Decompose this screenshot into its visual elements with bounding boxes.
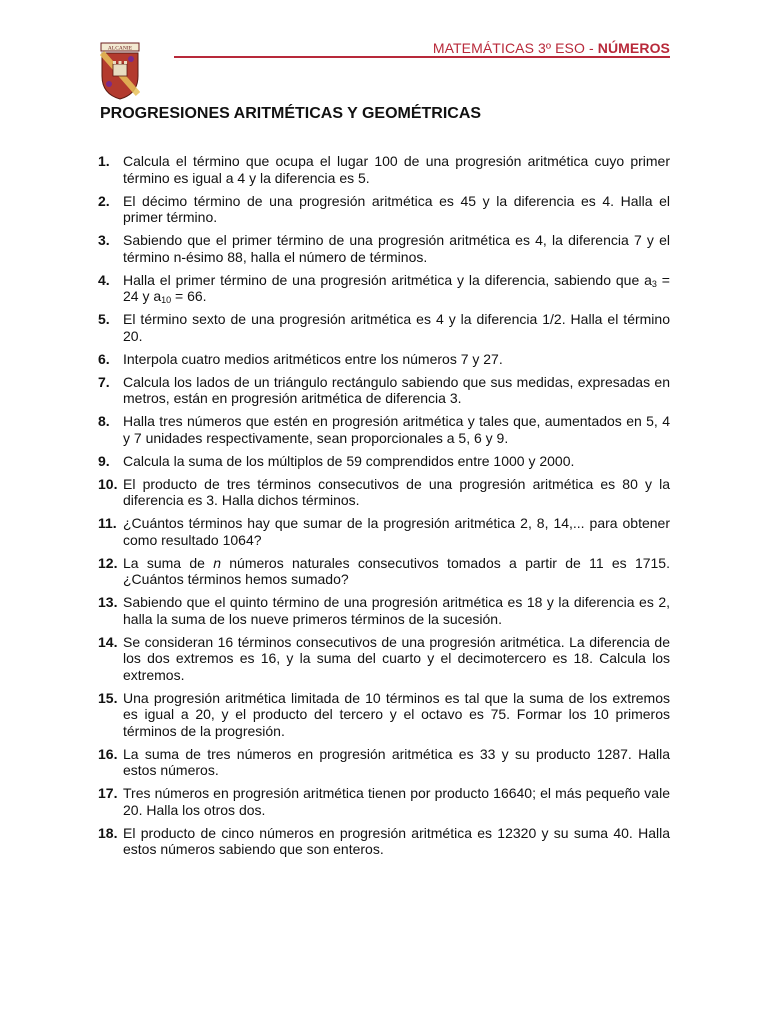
exercise-number: 10.	[98, 475, 118, 492]
exercise-list	[98, 153, 670, 864]
exercise-item	[98, 594, 670, 627]
exercise-item	[98, 555, 670, 588]
exercise-item	[98, 746, 670, 779]
exercise-number: 3.	[98, 232, 110, 248]
exercise-text: Calcula la suma de los múltiplos de 59 comprendidos entre 1000 y 2000.	[123, 452, 575, 469]
exercise-item	[98, 351, 670, 368]
exercise-text: Calcula los lados de un triángulo rectángulo sabiendo que sus medidas, expresadas en metros, están en progresión aritmética de diferencia 3.	[123, 373, 670, 406]
exercise-number: 17.	[98, 785, 118, 801]
exercise-number: 2.	[98, 192, 110, 209]
crest-banner-text: ALCANIE	[107, 45, 133, 52]
exercise-text: El producto de tres términos consecutivos de una progresión aritmética es 80 y la diferencia es 3. Halla dichos términos.	[123, 475, 670, 508]
exercise-number: 13.	[98, 594, 118, 610]
exercise-item	[98, 476, 670, 509]
exercise-number: 6.	[98, 350, 110, 367]
exercise-number: 9.	[98, 452, 110, 469]
header-subject	[433, 40, 670, 56]
exercise-item	[98, 634, 670, 684]
exercise-text: Interpola cuatro medios aritméticos entre los números 7 y 27.	[123, 350, 503, 367]
exercise-item	[98, 374, 670, 407]
header-divider	[174, 56, 670, 58]
exercise-item	[98, 453, 670, 470]
exercise-text: Sabiendo que el primer término de una progresión aritmética es 4, la diferencia 7 y el término n-ésimo 88, halla el número de términos.	[123, 232, 670, 265]
exercise-item	[98, 785, 670, 818]
exercise-number: 15.	[98, 689, 118, 706]
exercise-text: La suma de n números naturales consecutivos tomados a partir de 11 es 1715. ¿Cuántos términos hemos sumado?	[123, 554, 670, 587]
exercise-number: 16.	[98, 745, 118, 762]
exercise-item	[98, 193, 670, 226]
exercise-item	[98, 272, 670, 305]
exercise-number: 1.	[98, 153, 110, 169]
exercise-item	[98, 413, 670, 446]
exercise-text: La suma de tres números en progresión aritmética es 33 y su producto 1287. Halla estos números.	[123, 745, 670, 778]
exercise-item	[98, 311, 670, 344]
exercise-number: 5.	[98, 311, 110, 327]
exercise-number: 14.	[98, 633, 118, 650]
exercise-text: ¿Cuántos términos hay que sumar de la progresión aritmética 2, 8, 14,... para obtener como resultado 1064?	[123, 515, 670, 548]
exercise-text: Sabiendo que el quinto término de una progresión aritmética es 18 y la diferencia es 2, halla la suma de los nueve primeros términos de la sucesión.	[123, 594, 670, 627]
exercise-text: Se consideran 16 términos consecutivos de una progresión aritmética. La diferencia de los dos extremos es 16, y la suma del cuarto y el decimotercero es 18. Calcula los extremos.	[123, 633, 670, 683]
exercise-item	[98, 515, 670, 548]
exercise-item	[98, 153, 670, 186]
exercise-text: El término sexto de una progresión aritmética es 4 y la diferencia 1/2. Halla el término 20.	[123, 311, 670, 344]
exercise-number: 11.	[98, 515, 117, 531]
page-title: PROGRESIONES ARITMÉTICAS Y GEOMÉTRICAS	[100, 105, 482, 122]
exercise-number: 7.	[98, 373, 110, 390]
exercise-text: Tres números en progresión aritmética tienen por producto 16640; el más pequeño vale 20. Halla los otros dos.	[123, 785, 670, 818]
exercise-item	[98, 690, 670, 740]
exercise-text: Halla el primer término de una progresión aritmética y la diferencia, sabiendo que $a_3 = 24$ y $a_{10} = 66$.	[123, 271, 670, 305]
header-topic: NÚMEROS	[597, 40, 670, 56]
exercise-text: Una progresión aritmética limitada de 10 términos es tal que la suma de los extremos es igual a 20, y el producto del tercero y el octavo es 75. Formar los 10 primeros términos de la progresión.	[123, 689, 670, 739]
exercise-number: 8.	[98, 413, 110, 429]
exercise-item	[98, 825, 670, 858]
exercise-text: Halla tres números que estén en progresión aritmética y tales que, aumentados en 5, 4 y 7 unidades respectivamente, sean proporcionales a 5, 6 y 9.	[123, 413, 670, 446]
header-subject-label: MATEMÁTICAS 3º ESO -	[432, 40, 598, 56]
exercise-text: El décimo término de una progresión aritmética es 45 y la diferencia es 4. Halla el primer término.	[123, 192, 670, 225]
exercise-number: 18.	[98, 824, 118, 841]
exercise-text: Calcula el término que ocupa el lugar 100 de una progresión aritmética cuyo primer término es igual a 4 y la diferencia es 5.	[123, 153, 670, 186]
exercise-item	[98, 232, 670, 265]
exercise-text: El producto de cinco números en progresión aritmética es 12320 y su suma 40. Halla estos números sabiendo que son enteros.	[123, 824, 670, 857]
school-crest-logo	[100, 42, 140, 100]
exercise-number: 4.	[98, 271, 110, 288]
exercise-number: 12.	[98, 554, 118, 571]
